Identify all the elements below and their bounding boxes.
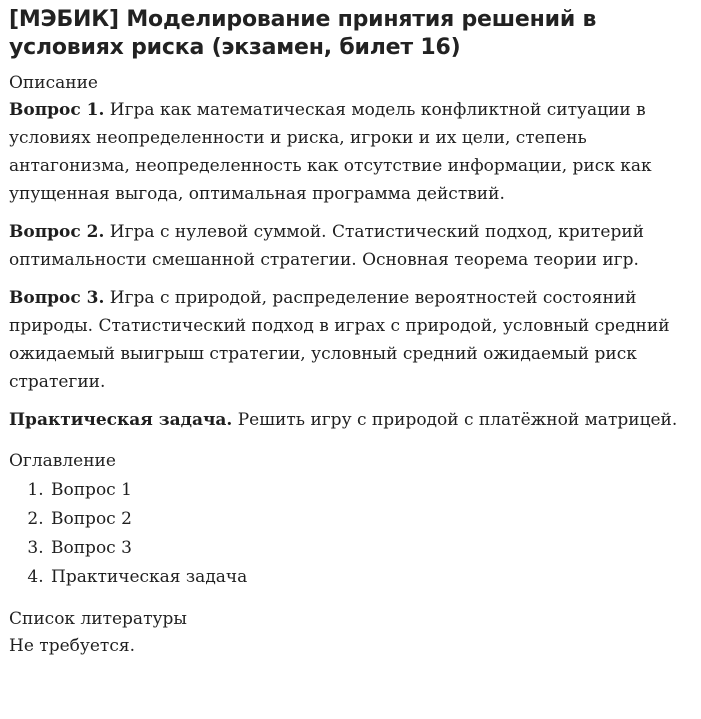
question-3-label: Вопрос 3.: [9, 288, 105, 308]
toc-item-question-2: 2. Вопрос 2: [49, 505, 692, 534]
literature-text: Не требуется.: [9, 636, 135, 656]
toc-item-question-3: 3. Вопрос 3: [49, 534, 692, 563]
literature-heading: Список литературы: [9, 609, 187, 629]
toc-item-practical-task: 4. Практическая задача: [49, 563, 692, 592]
question-3: [9, 284, 692, 396]
description-heading: Описание: [9, 73, 98, 93]
practical-task: [9, 406, 692, 434]
question-2: [9, 218, 692, 274]
toc-heading: Оглавление: [9, 451, 116, 471]
toc-item-question-1: 1. Вопрос 1: [49, 476, 692, 505]
question-2-text: Игра с нулевой суммой. Статистический подход, критерий оптимальности смешанной стратегии. Основная теорема теории игр.: [9, 222, 644, 270]
question-1-label: Вопрос 1.: [9, 100, 105, 120]
question-1-text: Игра как математическая модель конфликтной ситуации в условиях неопределенности и риска, игроки и их цели, степень антагонизма, неопределенность как отсутствие информации, риск как упущенная выгода, оптимальная программа действий.: [9, 100, 652, 204]
toc-list: [9, 476, 692, 592]
practical-task-text: Решить игру с природой с платёжной матрицей.: [232, 410, 678, 430]
practical-task-label: Практическая задача.: [9, 410, 233, 430]
question-2-label: Вопрос 2.: [9, 222, 105, 242]
question-1: [9, 96, 692, 208]
page-title: [МЭБИК] Моделирование принятия решений в условиях риска (экзамен, билет 16): [9, 7, 597, 60]
question-3-text: Игра с природой, распределение вероятностей состояний природы. Статистический подход в играх с природой, условный средний ожидаемый выигрыш стратегии, условный средний ожидаемый риск стратегии.: [9, 288, 670, 392]
